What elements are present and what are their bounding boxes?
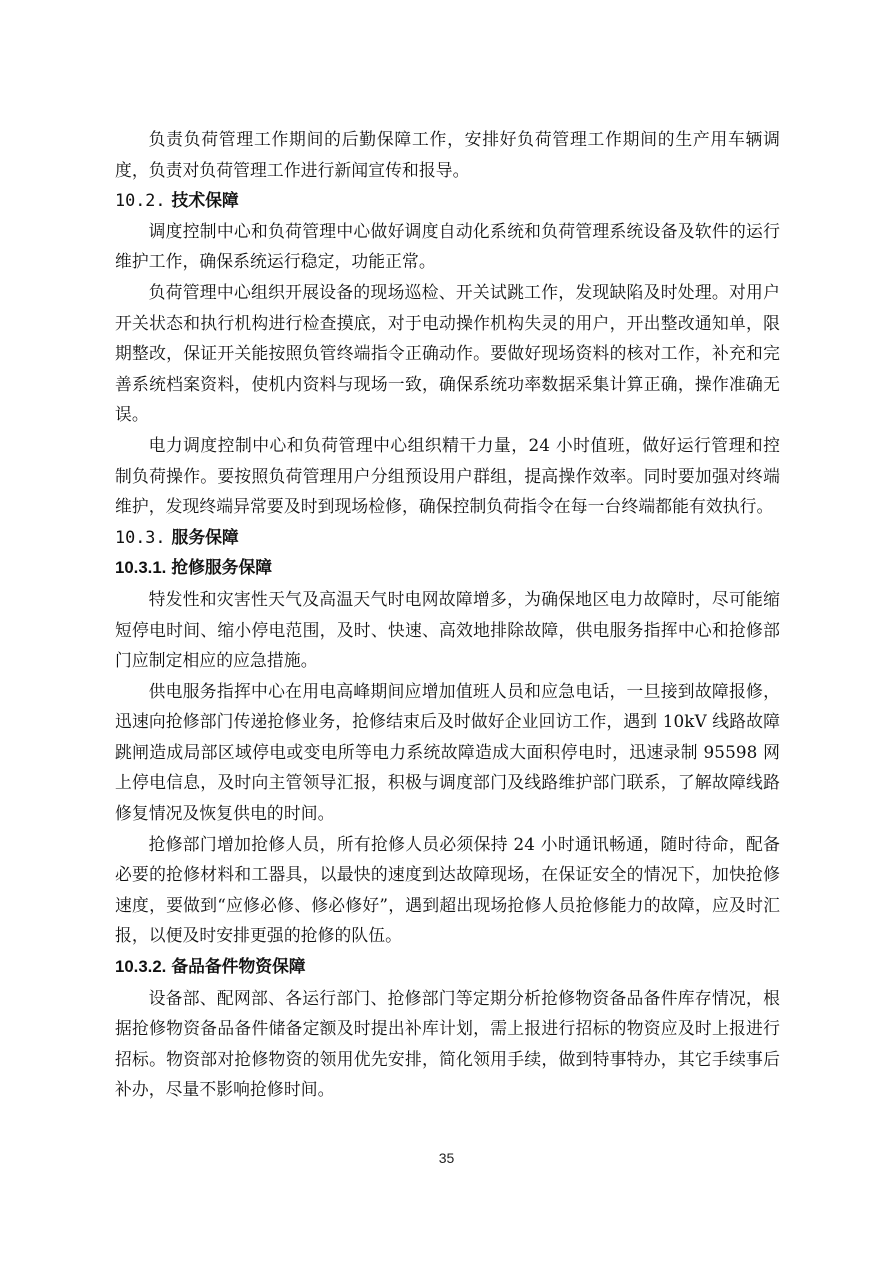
page-number: 35 — [438, 1150, 455, 1166]
section-heading-10-2 — [115, 185, 780, 216]
section-heading-10-3 — [115, 522, 780, 553]
subsection-heading-10-3-2 — [115, 951, 780, 983]
paragraph: 特发性和灾害性天气及高温天气时电网故障增多，为确保地区电力故障时，尽可能缩短停电时间、缩小停电范围，及时、快速、高效地排除故障，供电服务指挥中心和抢修部门应制定相应的应急措施。 — [115, 588, 780, 671]
paragraph: 供电服务指挥中心在用电高峰期间应增加值班人员和应急电话，一旦接到故障报修，迅速向抢修部门传递抢修业务，抢修结束后及时做好企业回访工作，遇到 10kV 线路故障跳闸造成局部区域停电或变电所等电力系统故障造成大面积停电时，迅速录制 95598 网上停电信息，及时向主管领导汇报，积极与调度部门及线路维护部门联系，了解故障线路修复情况及恢复供电的时间。 — [115, 680, 780, 824]
subsection-title: 备品备件物资保障 — [171, 956, 306, 977]
subsection-title: 抢修服务保障 — [171, 557, 273, 578]
paragraph: 抢修部门增加抢修人员，所有抢修人员必须保持 24 小时通讯畅通，随时待命，配备必要的抢修材料和工器具，以最快的速度到达故障现场，在保证安全的情况下，加快抢修速度，要做到“应修必修、修必修好”，遇到超出现场抢修人员抢修能力的故障，应及时汇报，以便及时安排更强的抢修的队伍。 — [115, 833, 780, 946]
paragraph: 负责负荷管理工作期间的后勤保障工作，安排好负荷管理工作期间的生产用车辆调度，负责对负荷管理工作进行新闻宣传和报导。 — [115, 129, 780, 180]
section-title: 服务保障 — [171, 526, 239, 547]
section-title: 技术保障 — [171, 190, 239, 211]
document-body — [115, 124, 780, 1105]
paragraph: 设备部、配网部、各运行部门、抢修部门等定期分析抢修物资备品备件库存情况，根据抢修物资备品备件储备定额及时提出补库计划，需上报进行招标的物资应及时上报进行招标。物资部对抢修物资的领用优先安排，简化领用手续，做到特事特办，其它手续事后补办，尽量不影响抢修时间。 — [115, 987, 780, 1100]
subsection-number: 10.3.1. — [115, 558, 167, 578]
section-number: 10.2. — [115, 190, 166, 211]
paragraph: 调度控制中心和负荷管理中心做好调度自动化系统和负荷管理系统设备及软件的运行维护工作，确保系统运行稳定，功能正常。 — [115, 220, 780, 272]
subsection-number: 10.3.2. — [115, 957, 167, 977]
subsection-heading-10-3-1 — [115, 552, 780, 584]
section-number: 10.3. — [115, 526, 166, 547]
paragraph: 电力调度控制中心和负荷管理中心组织精干力量，24 小时值班，做好运行管理和控制负荷操作。要按照负荷管理用户分组预设用户群组，提高操作效率。同时要加强对终端维护，发现终端异常要及时到现场检修，确保控制负荷指令在每一台终端都能有效执行。 — [115, 434, 780, 517]
paragraph: 负荷管理中心组织开展设备的现场巡检、开关试跳工作，发现缺陷及时处理。对用户开关状态和执行机构进行检查摸底，对于电动操作机构失灵的用户，开出整改通知单，限期整改，保证开关能按照负管终端指令正确动作。要做好现场资料的核对工作，补充和完善系统档案资料，使机内资料与现场一致，确保系统功率数据采集计算正确，操作准确无误。 — [115, 281, 780, 425]
